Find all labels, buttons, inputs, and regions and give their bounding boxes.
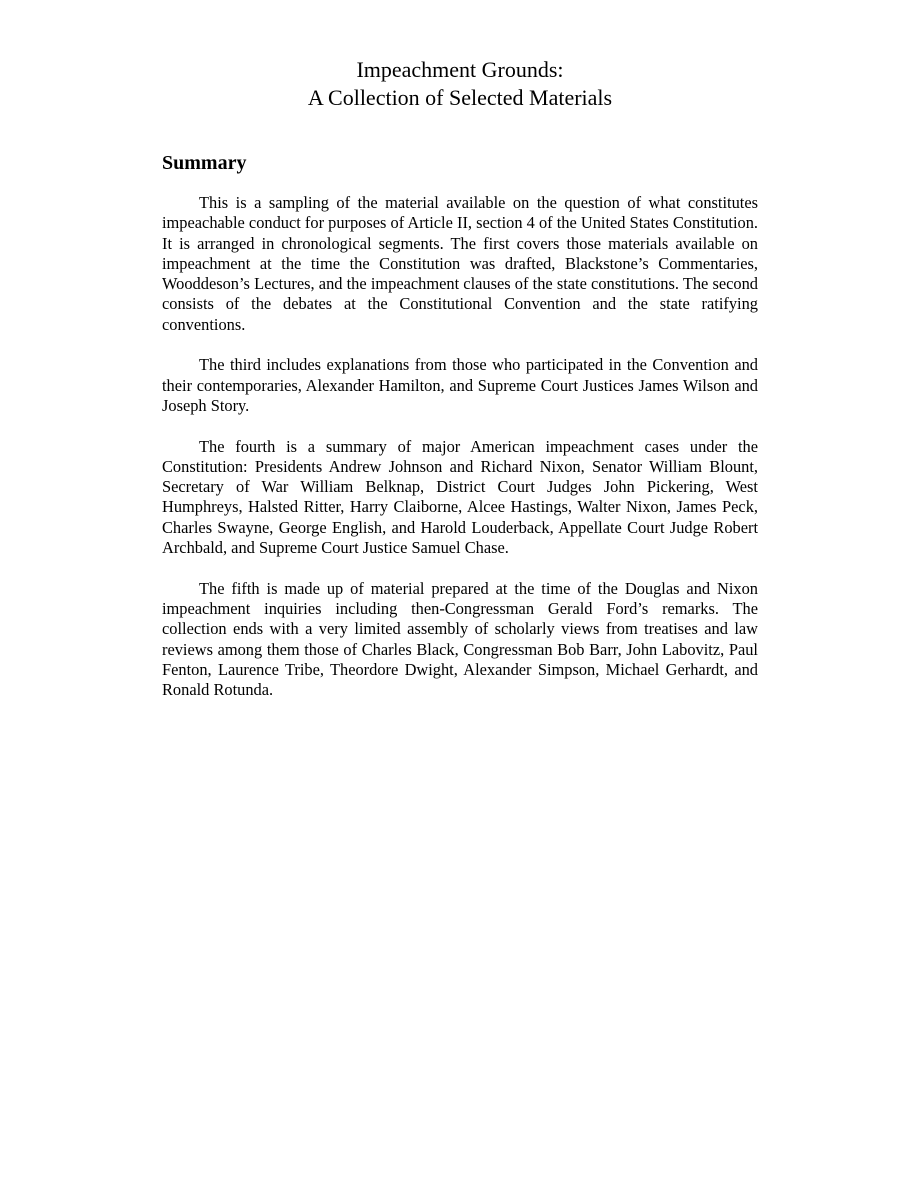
summary-paragraph-3: The fourth is a summary of major American impeachment cases under the Constitution: Presidents Andrew Johnson and Richard Nixon, Senator William Blount, Secretary of War William Belknap, District Court Judges John Pickering, West Humphreys, Halsted Ritter, Harry Claiborne, Alcee Hastings, Walter Nixon, James Peck, Charles Swayne, George English, and Harold Louderback, Appellate Court Judge Robert Archbald, and Supreme Court Justice Samuel Chase.: [162, 436, 758, 558]
title-line-2: A Collection of Selected Materials: [307, 85, 613, 110]
summary-paragraph-1: This is a sampling of the material available on the question of what constitutes impeachable conduct for purposes of Article II, section 4 of the United States Constitution. It is arranged in chronological segments. The first covers those materials available on impeachment at the time the Constitution was drafted, Blackstone’s Commentaries, Wooddeson’s Lectures, and the impeachment clauses of the state constitutions. The second consists of the debates at the Constitutional Convention and the state ratifying conventions.: [162, 193, 758, 334]
document-title: [162, 56, 758, 112]
summary-heading: Summary: [162, 152, 247, 174]
summary-paragraph-2: The third includes explanations from those who participated in the Convention and their contemporaries, Alexander Hamilton, and Supreme Court Justices James Wilson and Joseph Story.: [162, 355, 758, 415]
document-page: [162, 56, 758, 721]
title-line-1: Impeachment Grounds:: [356, 57, 564, 82]
summary-paragraph-4: The fifth is made up of material prepared at the time of the Douglas and Nixon impeachment inquiries including then-Congressman Gerald Ford’s remarks. The collection ends with a very limited assembly of scholarly views from treatises and law reviews among them those of Charles Black, Congressman Bob Barr, John Labovitz, Paul Fenton, Laurence Tribe, Theordore Dwight, Alexander Simpson, Michael Gerhardt, and Ronald Rotunda.: [162, 578, 758, 700]
